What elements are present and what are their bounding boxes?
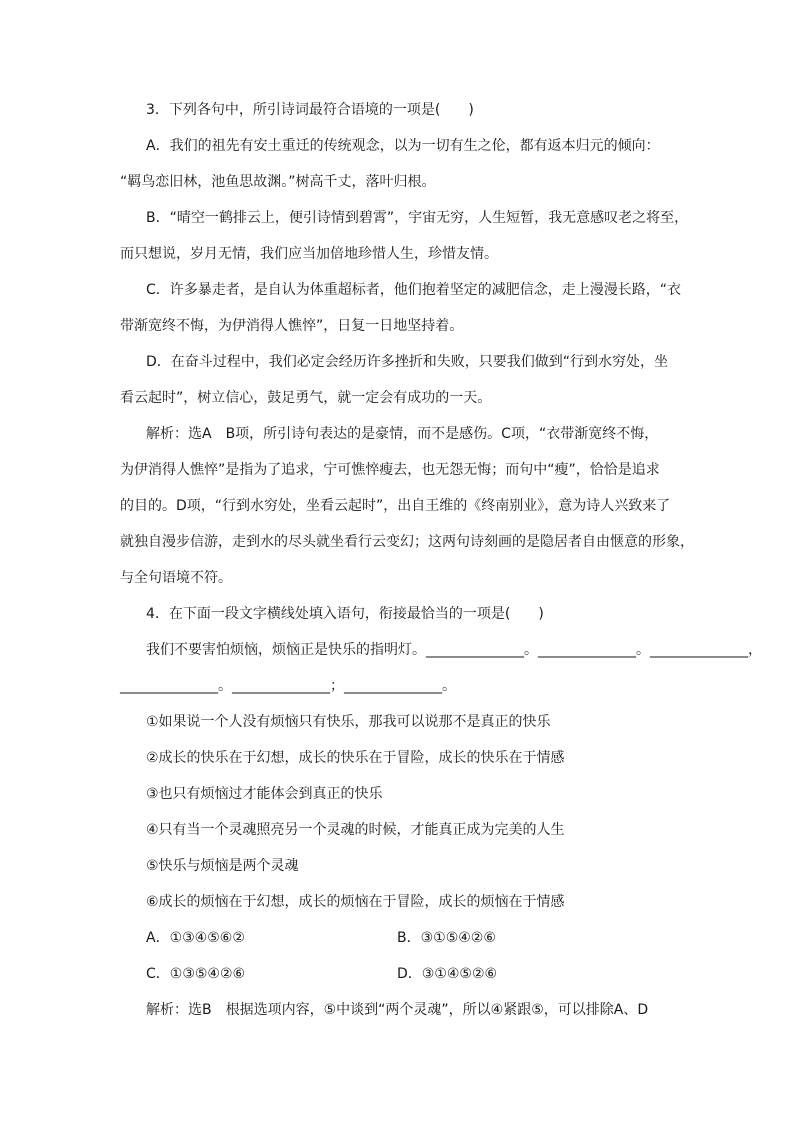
q4-passage-line-1: 我们不要害怕烦恼，烦恼正是快乐的指明灯。______________。______________。______________， [146,642,762,658]
q3-option-b-line-2: 而只想说，岁月无情，我们应当加倍地珍惜人生，珍惜友情。 [120,246,498,262]
q4-sentence-item-2: ②成长的快乐在于幻想，成长的快乐在于冒险，成长的快乐在于情感 [146,750,565,766]
q3-analysis-line-3: 的目的。D项，“行到水穷处，坐看云起时”，出自王维的《终南别业》，意为诗人兴致来了 [120,498,671,514]
q3-analysis-line-4: 就独自漫步信游，走到水的尽头就坐看行云变幻；这两句诗刻画的是隐居者自由惬意的形象， [120,534,694,550]
q3-option-a-line-2: “羁鸟恋旧林，池鱼思故渊。”树高千丈，落叶归根。 [120,174,436,190]
q3-option-b-line-1: B．“晴空一鹤排云上，便引诗情到碧霄”，宇宙无穷，人生短暂，我无意感叹老之将至， [146,210,689,226]
q4-sentence-item-6: ⑥成长的烦恼在于幻想，成长的烦恼在于冒险，成长的烦恼在于情感 [146,894,565,910]
q3-option-c-line-2: 带渐宽终不悔，为伊消得人憔悴”，日复一日地坚持着。 [120,318,464,334]
q3-option-d-line-1: D．在奋斗过程中，我们必定会经历许多挫折和失败，只要我们做到“行到水穷处，坐 [146,354,669,370]
q4-sentence-item-4: ④只有当一个灵魂照亮另一个灵魂的时候，才能真正成为完美的人生 [146,822,565,838]
q4-analysis-line-1: 解析：选B 根据选项内容，⑤中谈到“两个灵魂”，所以④紧跟⑤，可以排除A、D [146,1002,649,1018]
q4-option-d: D．③①④⑤②⑥ [397,966,498,982]
q3-analysis-line-1: 解析：选A B项，所引诗句表达的是豪情，而不是感伤。C项，“衣带渐宽终不悔， [146,426,659,442]
q3-option-c-line-1: C．许多暴走者，是自认为体重超标者，他们抱着坚定的减肥信念，走上漫漫长路，“衣 [146,282,682,298]
q4-option-c: C．①③⑤④②⑥ [146,966,246,982]
q4-sentence-item-1: ①如果说一个人没有烦恼只有快乐，那我可以说那不是真正的快乐 [146,714,551,730]
q3-analysis-line-2: 为伊消得人憔悴”是指为了追求，宁可憔悴瘦去，也无怨无悔；而句中“瘦”，恰恰是追求 [120,462,660,478]
q4-sentence-item-3: ③也只有烦恼过才能体会到真正的快乐 [146,786,383,802]
q3-analysis-line-5: 与全句语境不符。 [120,570,232,586]
q4-option-b: B．③①⑤④②⑥ [397,930,496,946]
q4-passage-line-2: ______________。______________；______________。 [120,678,456,694]
q4-option-a: A．①③④⑤⑥② [146,930,245,946]
question-3-stem: 3．下列各句中，所引诗词最符合语境的一项是( ) [146,102,474,118]
q3-option-a-line-1: A．我们的祖先有安土重迁的传统观念，以为一切有生之伦，都有返本归元的倾向： [146,138,660,154]
q4-sentence-item-5: ⑤快乐与烦恼是两个灵魂 [146,858,299,874]
q3-option-d-line-2: 看云起时”，树立信心，鼓足勇气，就一定会有成功的一天。 [120,390,492,406]
question-4-stem: 4．在下面一段文字横线处填入语句，衔接最恰当的一项是( ) [146,606,544,622]
